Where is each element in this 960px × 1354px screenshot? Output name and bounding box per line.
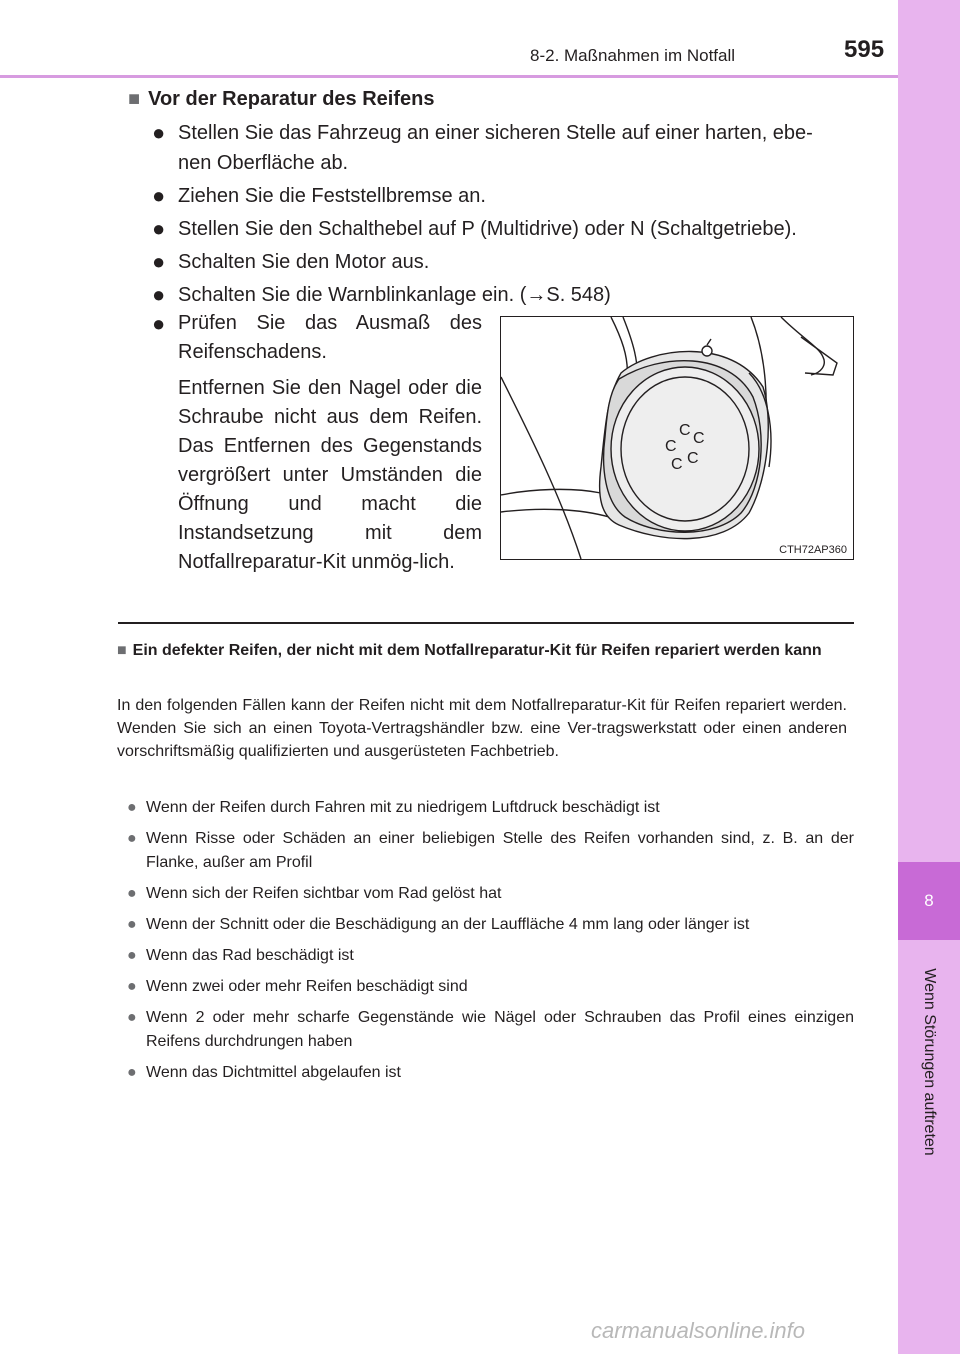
subsection-heading-text: Ein defekter Reifen, der nicht mit dem Notfallreparatur-Kit für Reifen repariert werden kann [132, 642, 822, 659]
svg-text:C: C [665, 438, 677, 455]
list-item: ● Wenn Risse oder Schäden an einer beliebigen Stelle des Reifen vorhanden sind, z. B. an der Flanke, außer am Profil [127, 827, 854, 875]
chapter-number-tab[interactable] [898, 862, 960, 940]
tire-check-text: Prüfen Sie das Ausmaß des Reifenschadens. [178, 312, 482, 363]
svg-text:C: C [679, 422, 691, 439]
tire-illustration-drawing [501, 317, 853, 559]
list-item: ● Schalten Sie die Warnblinkanlage ein. (→S. 548) [152, 280, 842, 310]
circle-bullet-icon: ● [127, 978, 137, 995]
list-item: ● Stellen Sie das Fahrzeug an einer sicheren Stelle auf einer harten, ebe-nen Oberfläche ab. [152, 120, 813, 174]
section-heading-text: Vor der Reparatur des Reifens [148, 88, 435, 110]
svg-text:C: C [693, 430, 705, 447]
list-item: ● Ziehen Sie die Feststellbremse an. [152, 181, 842, 211]
tire-warning-text: Entfernen Sie den Nagel oder die Schraube nicht aus dem Reifen. Das Entfernen des Gegenstands vergrößert unter Umständen die Öffnung und macht die Instandsetzung mit dem Notfallreparatur-Kit unmög-lich. [178, 377, 482, 573]
circle-bullet-icon: ● [152, 183, 166, 208]
circle-bullet-icon: ● [152, 120, 166, 145]
svg-text:C: C [671, 456, 683, 473]
list-item: ● Wenn der Reifen durch Fahren mit zu niedrigem Luftdruck beschädigt ist [127, 796, 854, 820]
header-rule [0, 75, 898, 78]
circle-bullet-icon: ● [127, 947, 137, 964]
list-item: ● Schalten Sie den Motor aus. [152, 247, 842, 277]
figure-code: CTH72AP360 [779, 544, 847, 556]
circle-bullet-icon: ● [152, 216, 166, 241]
circle-bullet-icon: ● [127, 885, 137, 902]
preparation-list [152, 118, 842, 313]
circle-bullet-icon: ● [127, 799, 137, 816]
list-item: ● Wenn zwei oder mehr Reifen beschädigt sind [127, 975, 854, 999]
unrepairable-cases-list [127, 796, 854, 1092]
list-item: ● Wenn das Rad beschädigt ist [127, 944, 854, 968]
list-item: ● Wenn der Schnitt oder die Beschädigung an der Lauffläche 4 mm lang oder länger ist [127, 913, 854, 937]
circle-bullet-icon: ● [127, 916, 137, 933]
watermark: carmanualsonline.info [591, 1318, 806, 1343]
section-divider [118, 622, 854, 624]
circle-bullet-icon: ● [152, 249, 166, 274]
circle-bullet-icon: ● [127, 830, 137, 847]
section-label: 8-2. Maßnahmen im Notfall [530, 46, 736, 65]
tire-illustration [500, 316, 854, 560]
square-bullet-icon: ■ [128, 88, 141, 110]
list-item: ● Stellen Sie den Schalthebel auf P (Multidrive) oder N (Schaltgetriebe). [152, 214, 842, 244]
list-item: ● Wenn 2 oder mehr scharfe Gegenstände wie Nägel oder Schrauben das Profil eines einzigen Reifens durchdrungen haben [127, 1006, 854, 1054]
list-item: ● Wenn das Dichtmittel abgelaufen ist [127, 1061, 854, 1085]
list-item: ● Wenn sich der Reifen sichtbar vom Rad gelöst hat [127, 882, 854, 906]
list-item [152, 309, 482, 577]
circle-bullet-icon: ● [152, 311, 166, 336]
page-number: 595 [844, 36, 885, 63]
svg-text:C: C [687, 450, 699, 467]
tire-damage-item [152, 309, 482, 577]
circle-bullet-icon: ● [152, 282, 166, 307]
square-bullet-icon: ■ [117, 642, 127, 659]
subsection-heading [117, 639, 854, 662]
chapter-title: Wenn Störungen auftreten [921, 968, 938, 1156]
circle-bullet-icon: ● [127, 1009, 137, 1026]
subsection-body: In den folgenden Fällen kann der Reifen nicht mit dem Notfallreparatur-Kit für Reifen repariert werden. Wenden Sie sich an einen Toyota-Vertragshändler bzw. eine Ver-tragswerkstatt oder einen anderen vorschriftsmäßig qualifizierten und ausgerüsteten Fachbetrieb. [117, 697, 847, 760]
section-heading [128, 88, 434, 111]
circle-bullet-icon: ● [127, 1064, 137, 1081]
chapter-number: 8 [924, 891, 934, 910]
